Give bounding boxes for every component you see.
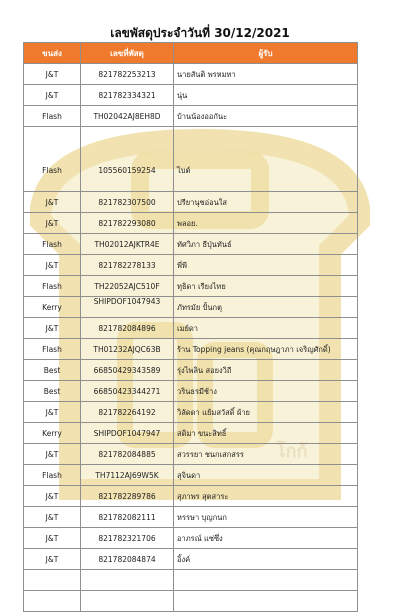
tracking-cell: 821782253213: [81, 64, 174, 85]
table-row: [24, 255, 358, 276]
recipient-cell: สวรรยา ชนกเสกสรร: [174, 444, 358, 465]
table-row: [24, 381, 358, 402]
table-row: [24, 402, 358, 423]
table-row: [24, 528, 358, 549]
carrier-cell: Kerry: [24, 423, 81, 444]
tracking-cell: TH02012AJKTR4E: [81, 234, 174, 255]
table-row: [24, 318, 358, 339]
tracking-cell: TH01232AJQC63B: [81, 339, 174, 360]
carrier-cell: Flash: [24, 106, 81, 127]
carrier-cell: Best: [24, 381, 81, 402]
table-row: [24, 591, 358, 612]
carrier-cell: J&T: [24, 318, 81, 339]
recipient-cell: บ้านน้องออกันะ: [174, 106, 358, 127]
table-row: [24, 549, 358, 570]
tracking-cell: TH02042AJ8EH8D: [81, 106, 174, 127]
tracking-cell: 821782334321: [81, 85, 174, 106]
recipient-cell: นุ่น: [174, 85, 358, 106]
tracking-cell: [81, 591, 174, 612]
table-row: [24, 234, 358, 255]
recipient-cell: รุ่งไพลิน สอยงวิถี: [174, 360, 358, 381]
table-row: [24, 85, 358, 106]
tracking-cell: TH22052AJC510F: [81, 276, 174, 297]
carrier-cell: J&T: [24, 213, 81, 234]
table-row: [24, 570, 358, 591]
tracking-cell: 821782289786: [81, 486, 174, 507]
tracking-cell: 821782278133: [81, 255, 174, 276]
recipient-cell: อิ้งค์: [174, 549, 358, 570]
parcel-table: [23, 42, 358, 612]
page-title: เลขพัสดุประจำวันที่ 30/12/2021: [110, 26, 290, 40]
recipient-cell: ทุธิดา เรียงไทย: [174, 276, 358, 297]
recipient-cell: ภัทรมัย ปั้นกตุ: [174, 297, 358, 318]
recipient-cell: สดิมา ขนะสิทธิ์: [174, 423, 358, 444]
watermark-text: โกก้: [276, 441, 308, 462]
tracking-cell: [81, 570, 174, 591]
table-row: [24, 360, 358, 381]
recipient-cell: วรินธรมีช้าง: [174, 381, 358, 402]
recipient-cell: อาภรณ์ แซ่ซึ่ง: [174, 528, 358, 549]
tracking-cell: 821782293080: [81, 213, 174, 234]
carrier-cell: J&T: [24, 444, 81, 465]
carrier-cell: Best: [24, 360, 81, 381]
recipient-cell: [174, 591, 358, 612]
recipient-cell: สุจินดา: [174, 465, 358, 486]
tracking-cell: 821782264192: [81, 402, 174, 423]
recipient-cell: สุภาพร สุตสาระ: [174, 486, 358, 507]
table-row: [24, 106, 358, 127]
tracking-cell: 105560159254: [81, 127, 174, 192]
carrier-cell: J&T: [24, 64, 81, 85]
recipient-cell: วิลัดดา แย้มสวัสดิ์ ผ้าย: [174, 402, 358, 423]
table-row: [24, 339, 358, 360]
carrier-cell: J&T: [24, 528, 81, 549]
carrier-cell: Flash: [24, 465, 81, 486]
recipient-cell: ปรียานุชอ่อนใส: [174, 192, 358, 213]
carrier-cell: [24, 570, 81, 591]
recipient-cell: ร้าน Topping jeans (คุณกฤษฎาภา เจริญศักดิ์): [174, 339, 358, 360]
carrier-cell: Flash: [24, 276, 81, 297]
table-row: [24, 423, 358, 444]
carrier-cell: Flash: [24, 339, 81, 360]
header-carrier: ขนส่ง: [24, 43, 81, 64]
carrier-cell: Kerry: [24, 297, 81, 318]
carrier-cell: J&T: [24, 85, 81, 106]
tracking-cell: SHIPDOF1047943: [81, 297, 174, 318]
recipient-cell: นายสันติ พรหมทา: [174, 64, 358, 85]
recipient-cell: ไบต์: [174, 127, 358, 192]
recipient-cell: ทัศวิภา ธีปุ่นทันธ์: [174, 234, 358, 255]
header-tracking: เลขที่พัสดุ: [81, 43, 174, 64]
carrier-cell: J&T: [24, 549, 81, 570]
carrier-cell: J&T: [24, 402, 81, 423]
tracking-cell: 66850429343589: [81, 360, 174, 381]
tracking-cell: 821782082111: [81, 507, 174, 528]
table-row: [24, 64, 358, 85]
tracking-cell: 821782084885: [81, 444, 174, 465]
recipient-cell: พี่พี: [174, 255, 358, 276]
table-row: [24, 507, 358, 528]
table-row: [24, 465, 358, 486]
table-row: [24, 297, 358, 318]
table-row: [24, 127, 358, 192]
carrier-cell: J&T: [24, 192, 81, 213]
table-row: [24, 486, 358, 507]
recipient-cell: หรรษา บุญกนก: [174, 507, 358, 528]
table-row: [24, 276, 358, 297]
tracking-cell: TH7112AJ69W5K: [81, 465, 174, 486]
tracking-cell: 821782307500: [81, 192, 174, 213]
table-row: [24, 213, 358, 234]
header-recipient: ผู้รับ: [174, 43, 358, 64]
recipient-cell: พลอย.: [174, 213, 358, 234]
table-row: [24, 444, 358, 465]
carrier-cell: Flash: [24, 234, 81, 255]
carrier-cell: J&T: [24, 486, 81, 507]
tracking-cell: 821782084896: [81, 318, 174, 339]
carrier-cell: [24, 591, 81, 612]
carrier-cell: Flash: [24, 127, 81, 192]
tracking-cell: SHIPDOF1047947: [81, 423, 174, 444]
tracking-cell: 821782084874: [81, 549, 174, 570]
table-row: [24, 192, 358, 213]
tracking-cell: 66850423344271: [81, 381, 174, 402]
tracking-cell: 821782321706: [81, 528, 174, 549]
carrier-cell: J&T: [24, 507, 81, 528]
recipient-cell: [174, 570, 358, 591]
table-header-row: [24, 43, 358, 64]
carrier-cell: J&T: [24, 255, 81, 276]
recipient-cell: เมย์ดา: [174, 318, 358, 339]
